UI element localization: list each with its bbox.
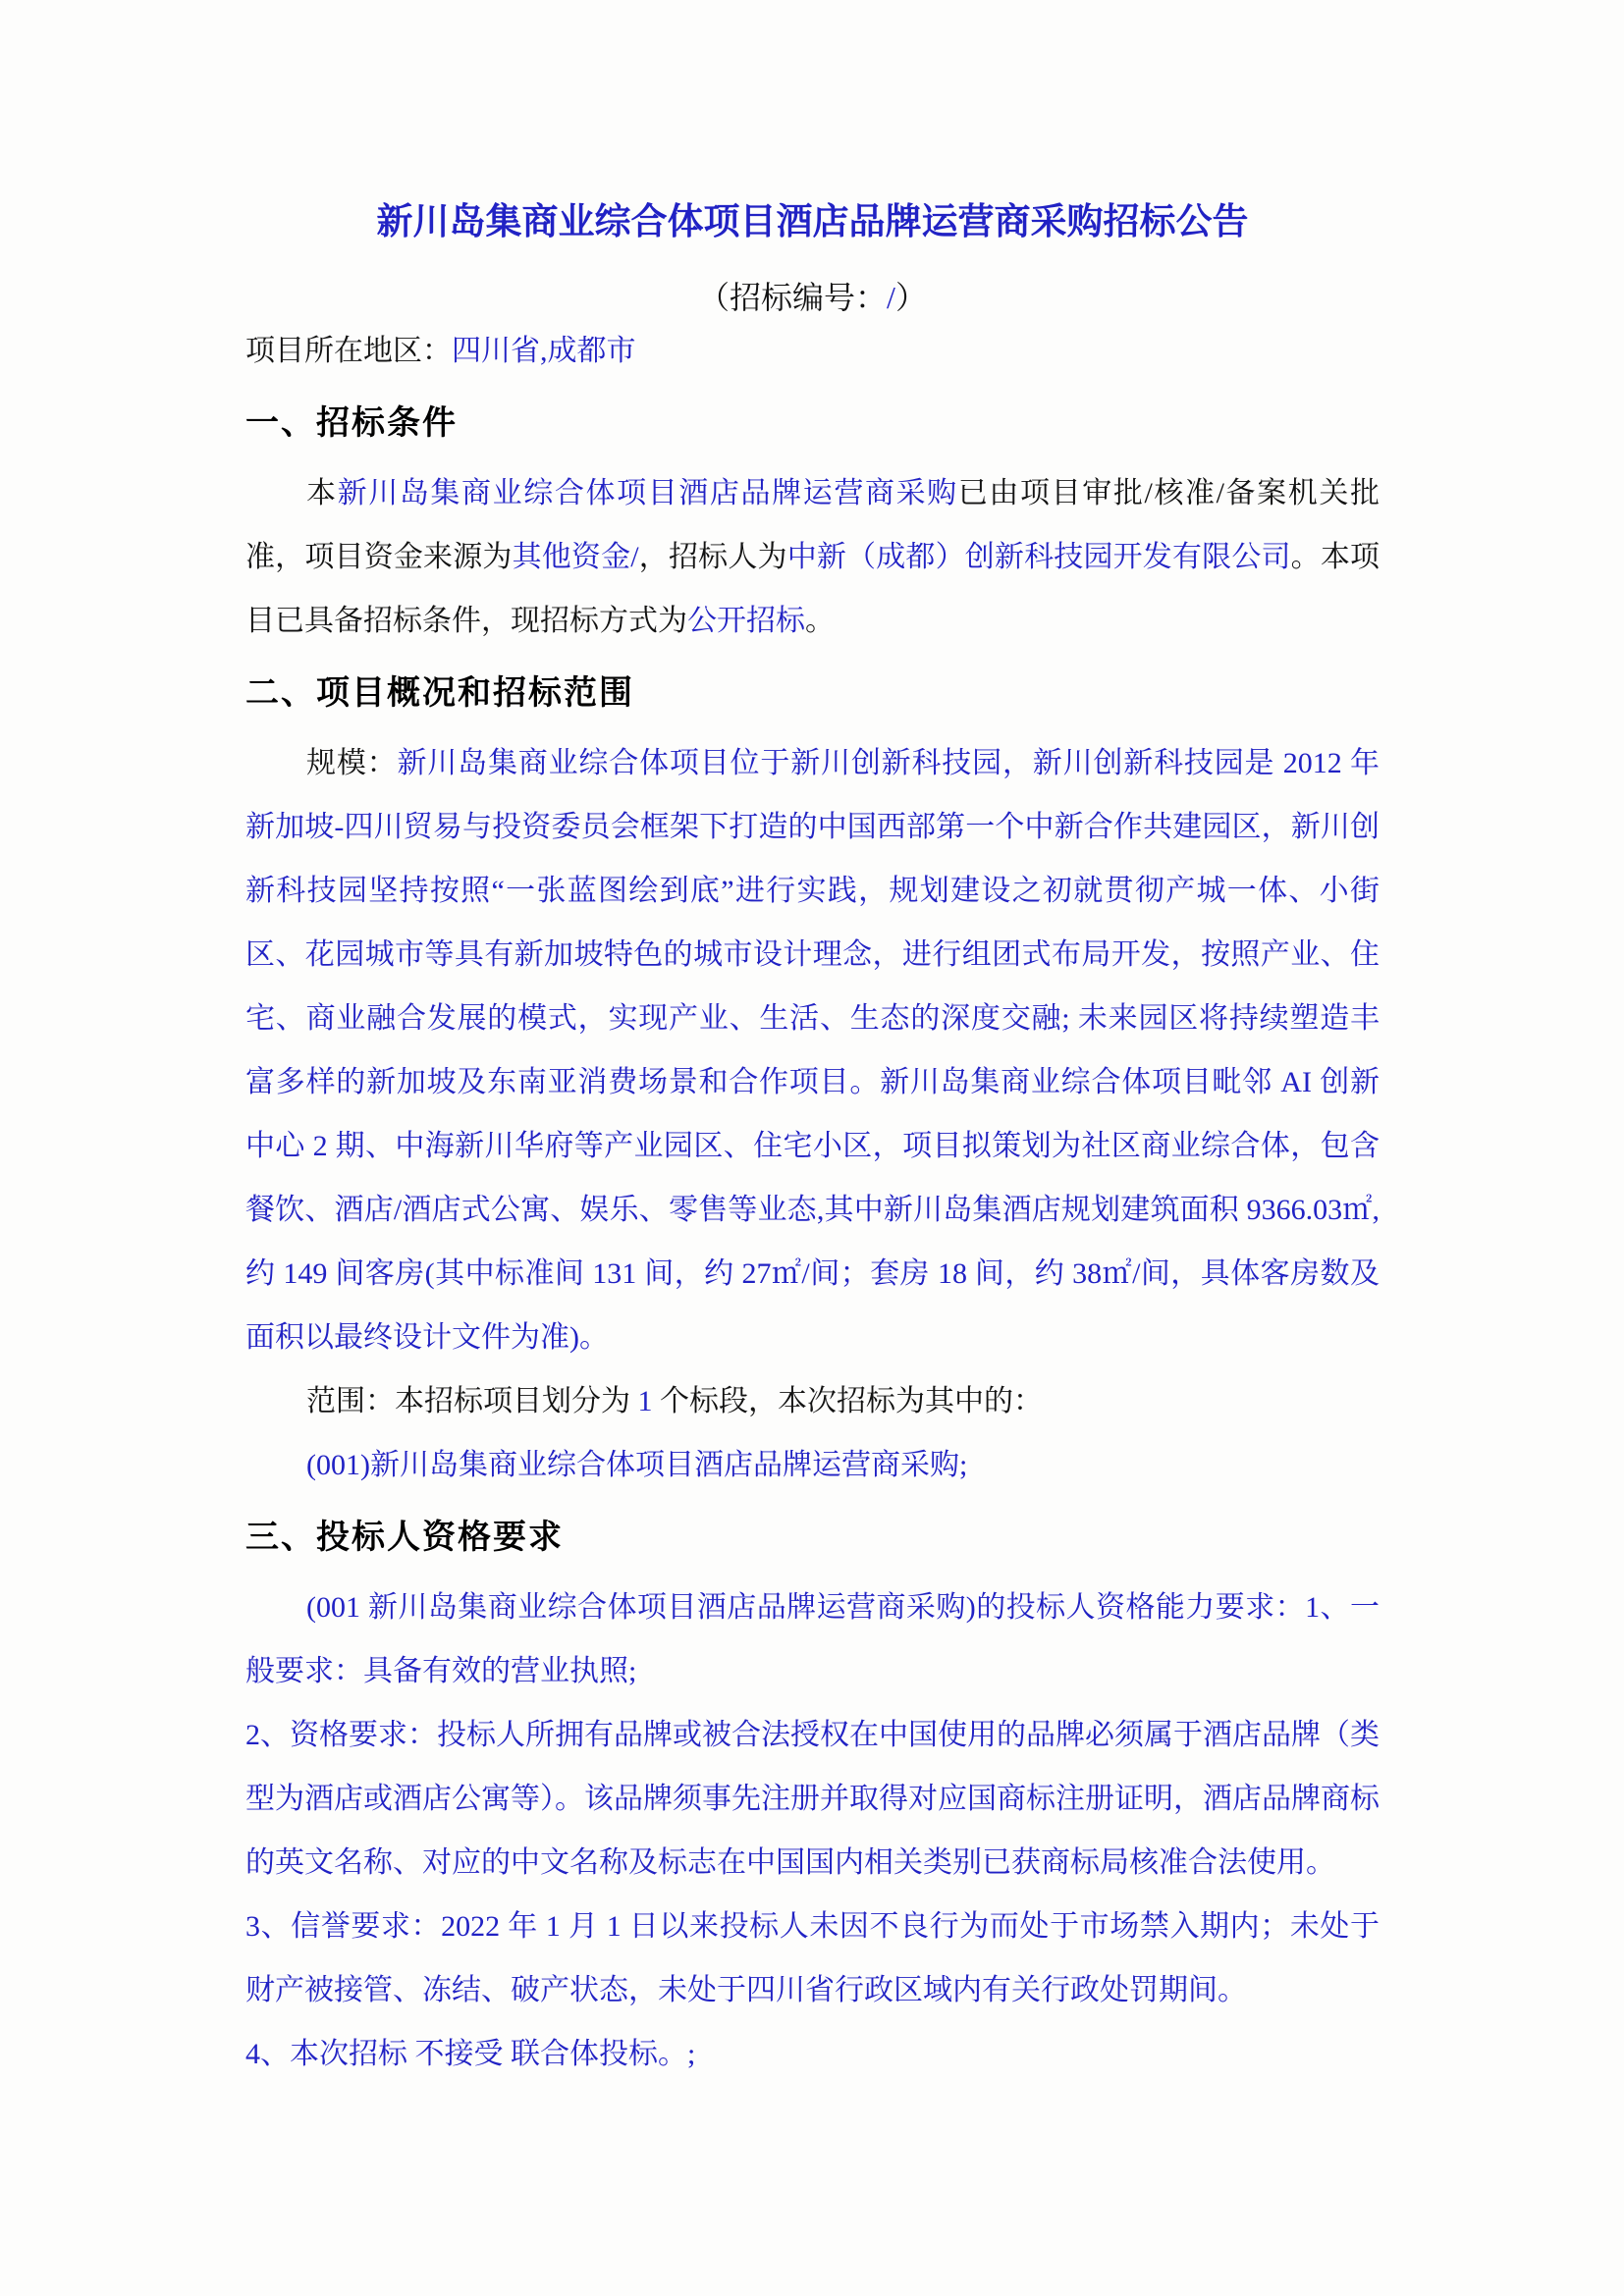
project-scale-paragraph: [245, 731, 1380, 1369]
funding-source: 其他资金/: [512, 541, 639, 573]
project-procurement-name: 新川岛集商业综合体项目酒店品牌运营商采购: [337, 477, 958, 509]
project-location-label: 项目所在地区：: [245, 335, 452, 367]
lot-count: 1: [637, 1385, 653, 1417]
tenderee-name: 中新（成都）创新科技园开发有限公司: [786, 541, 1291, 573]
qualification-credit-paragraph: [245, 1895, 1380, 2022]
tender-number-line: [245, 276, 1380, 319]
section-project-overview: [245, 659, 1380, 1497]
text-segment: 。本项目已具备招标条件，现招标方式为: [245, 541, 1380, 637]
tender-number-suffix: ）: [894, 280, 927, 315]
scale-label: 规模：: [306, 747, 398, 779]
qualification-brand-text: 2、资格要求：投标人所拥有品牌或被合法授权在中国使用的品牌必须属于酒店品牌（类型为酒店或酒店公寓等）。该品牌须事先注册并取得对应国商标注册证明，酒店品牌商标的英文名称、对应的中文名称及标志在中国国内相关类别已获商标局核准合法使用。: [245, 1719, 1380, 1879]
section-bidder-qualification: [245, 1503, 1380, 2086]
qualification-general-text: (001 新川岛集商业综合体项目酒店品牌运营商采购)的投标人资格能力要求：1、一般要求：具备有效的营业执照;: [245, 1591, 1380, 1687]
section-3-heading: 三、投标人资格要求: [245, 1519, 564, 1556]
section-2-heading: 二、项目概况和招标范围: [245, 674, 634, 712]
doc-title: 新川岛集商业综合体项目酒店品牌运营商采购招标公告: [376, 202, 1249, 242]
text-segment: 个标段，本次招标为其中的：: [652, 1385, 1043, 1417]
qualification-general-paragraph: [245, 1575, 1380, 1703]
text-segment: 范围：本招标项目划分为: [306, 1385, 638, 1417]
lot-001-name: (001)新川岛集商业综合体项目酒店品牌运营商采购;: [306, 1449, 968, 1481]
qualification-consortium-paragraph: [245, 2022, 1380, 2086]
tender-number-value: /: [887, 280, 895, 315]
tender-number-label: （招标编号：: [698, 280, 888, 315]
project-location-line: [245, 319, 1380, 383]
scale-description: 新川岛集商业综合体项目位于新川创新科技园，新川创新科技园是 2012 年新加坡-四川贸易与投资委员会框架下打造的中国西部第一个中新合作共建园区，新川创新科技园坚持按照“一张蓝图绘到底”进行实践，规划建设之初就贯彻产城一体、小街区、花园城市等具有新加坡特色的城市设计理念，进行组团式布局开发，按照产业、住宅、商业融合发展的模式，实现产业、生活、生态的深度交融; 未来园区将持续塑造丰富多样的新加坡及东南亚消费场景和合作项目。新川岛集商业综合体项目毗邻 AI 创新中心 2 期、中海新川华府等产业园区、住宅小区，项目拟策划为社区商业综合体，包含餐饮、酒店/酒店式公寓、娱乐、零售等业态,其中新川岛集酒店规划建筑面积 9366.03㎡,约 149 间客房(其中标准间 131 间，约 27㎡/间；套房 18 间，约 38㎡/间，具体客房数及面积以最终设计文件为准)。: [245, 747, 1380, 1354]
qualification-consortium-text: 4、本次招标 不接受 联合体投标。;: [245, 2038, 696, 2070]
tender-method: 公开招标: [687, 605, 805, 637]
section-tender-conditions: [245, 389, 1380, 653]
text-segment: 已由项目审批/核准/备案机关批准，项目资金来源为: [245, 477, 1380, 573]
project-location-value: 四川省,成都市: [452, 335, 636, 367]
text-segment: 。: [805, 605, 835, 637]
text-segment: ，招标人为: [638, 541, 787, 573]
qualification-brand-paragraph: [245, 1703, 1380, 1895]
tender-conditions-paragraph: [245, 461, 1380, 653]
qualification-credit-text: 3、信誉要求：2022 年 1 月 1 日以来投标人未因不良行为而处于市场禁入期内；未处于财产被接管、冻结、破产状态，未处于四川省行政区域内有关行政处罚期间。: [245, 1910, 1380, 2006]
tender-scope-paragraph: [245, 1369, 1380, 1433]
lot-001-line: [245, 1433, 1380, 1497]
section-1-heading: 一、招标条件: [245, 404, 458, 442]
text-segment: 本: [306, 477, 338, 509]
